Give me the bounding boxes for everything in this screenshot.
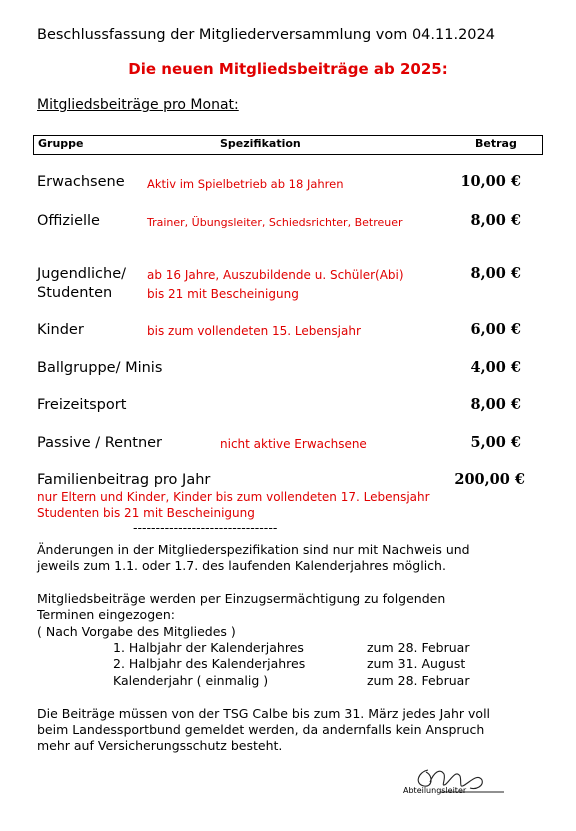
row-passive-amount: 5,00 €	[470, 434, 521, 451]
schedule-date-2: zum 31. August	[367, 656, 466, 671]
table-header	[33, 135, 543, 155]
final-note-line2: beim Landessportbund gemeldet werden, da andernfalls kein Anspruch	[37, 722, 485, 737]
row-ballgruppe-group: Ballgruppe/ Minis	[37, 360, 163, 376]
row-jugendliche-amount: 8,00 €	[470, 265, 521, 282]
family-note-line1: nur Eltern und Kinder, Kinder bis zum vollendeten 17. Lebensjahr	[37, 490, 430, 504]
column-header-spec: Spezifikation	[220, 137, 301, 150]
row-passive-spec: nicht aktive Erwachsene	[220, 437, 367, 451]
row-passive-group: Passive / Rentner	[37, 435, 163, 451]
schedule-date-3: zum 28. Februar	[367, 673, 470, 688]
column-header-amount: Betrag	[475, 137, 517, 150]
final-note-line1: Die Beiträge müssen von der TSG Calbe bis zum 31. März jedes Jahr voll	[37, 706, 491, 721]
row-offizielle-amount: 8,00 €	[470, 212, 521, 229]
row-erwachsene-spec: Aktiv im Spielbetrieb ab 18 Jahren	[147, 177, 344, 191]
row-jugendliche-group-line1: Jugendliche/	[37, 266, 127, 282]
family-amount: 200,00 €	[454, 471, 525, 488]
row-kinder-group: Kinder	[37, 322, 84, 338]
row-offizielle-spec: Trainer, Übungsleiter, Schiedsrichter, Betreuer	[147, 216, 403, 229]
collection-note-line3: ( Nach Vorgabe des Mitgliedes )	[37, 624, 236, 639]
schedule-period-3: Kalenderjahr ( einmalig )	[113, 673, 269, 688]
separator-line: --------------------------------	[133, 520, 278, 535]
row-kinder-spec: bis zum vollendeten 15. Lebensjahr	[147, 324, 361, 338]
column-header-group: Gruppe	[38, 137, 84, 150]
row-kinder-amount: 6,00 €	[470, 321, 521, 338]
subheading: Mitgliedsbeiträge pro Monat:	[37, 97, 239, 113]
family-note-line2: Studenten bis 21 mit Bescheinigung	[37, 506, 255, 520]
row-ballgruppe-amount: 4,00 €	[470, 359, 521, 376]
schedule-date-1: zum 28. Februar	[367, 640, 470, 655]
row-freizeitsport-amount: 8,00 €	[470, 396, 521, 413]
row-jugendliche-group-line2: Studenten	[37, 285, 113, 301]
row-freizeitsport-group: Freizeitsport	[37, 397, 127, 413]
row-jugendliche-spec-line1: ab 16 Jahre, Auszubildende u. Schüler(Abi)	[147, 268, 404, 282]
row-offizielle-group: Offizielle	[37, 213, 100, 229]
schedule-period-2: 2. Halbjahr des Kalenderjahres	[113, 656, 306, 671]
schedule-period-1: 1. Halbjahr der Kalenderjahres	[113, 640, 304, 655]
signature-label: Abteilungsleiter	[403, 786, 467, 795]
row-erwachsene-group: Erwachsene	[37, 174, 125, 190]
changes-note-line1: Änderungen in der Mitgliederspezifikation sind nur mit Nachweis und	[37, 542, 470, 557]
headline: Die neuen Mitgliedsbeiträge ab 2025:	[128, 60, 448, 78]
collection-note-line2: Terminen eingezogen:	[37, 607, 175, 622]
final-note-line3: mehr auf Versicherungsschutz besteht.	[37, 738, 283, 753]
row-jugendliche-spec-line2: bis 21 mit Bescheinigung	[147, 287, 299, 301]
changes-note-line2: jeweils zum 1.1. oder 1.7. des laufenden Kalenderjahres möglich.	[37, 558, 446, 573]
row-erwachsene-amount: 10,00 €	[460, 173, 521, 190]
collection-note-line1: Mitgliedsbeiträge werden per Einzugsermächtigung zu folgenden	[37, 591, 446, 606]
family-label: Familienbeitrag pro Jahr	[37, 472, 211, 488]
document-title: Beschlussfassung der Mitgliederversammlung vom 04.11.2024	[37, 27, 495, 43]
signature-scribble	[400, 762, 510, 802]
